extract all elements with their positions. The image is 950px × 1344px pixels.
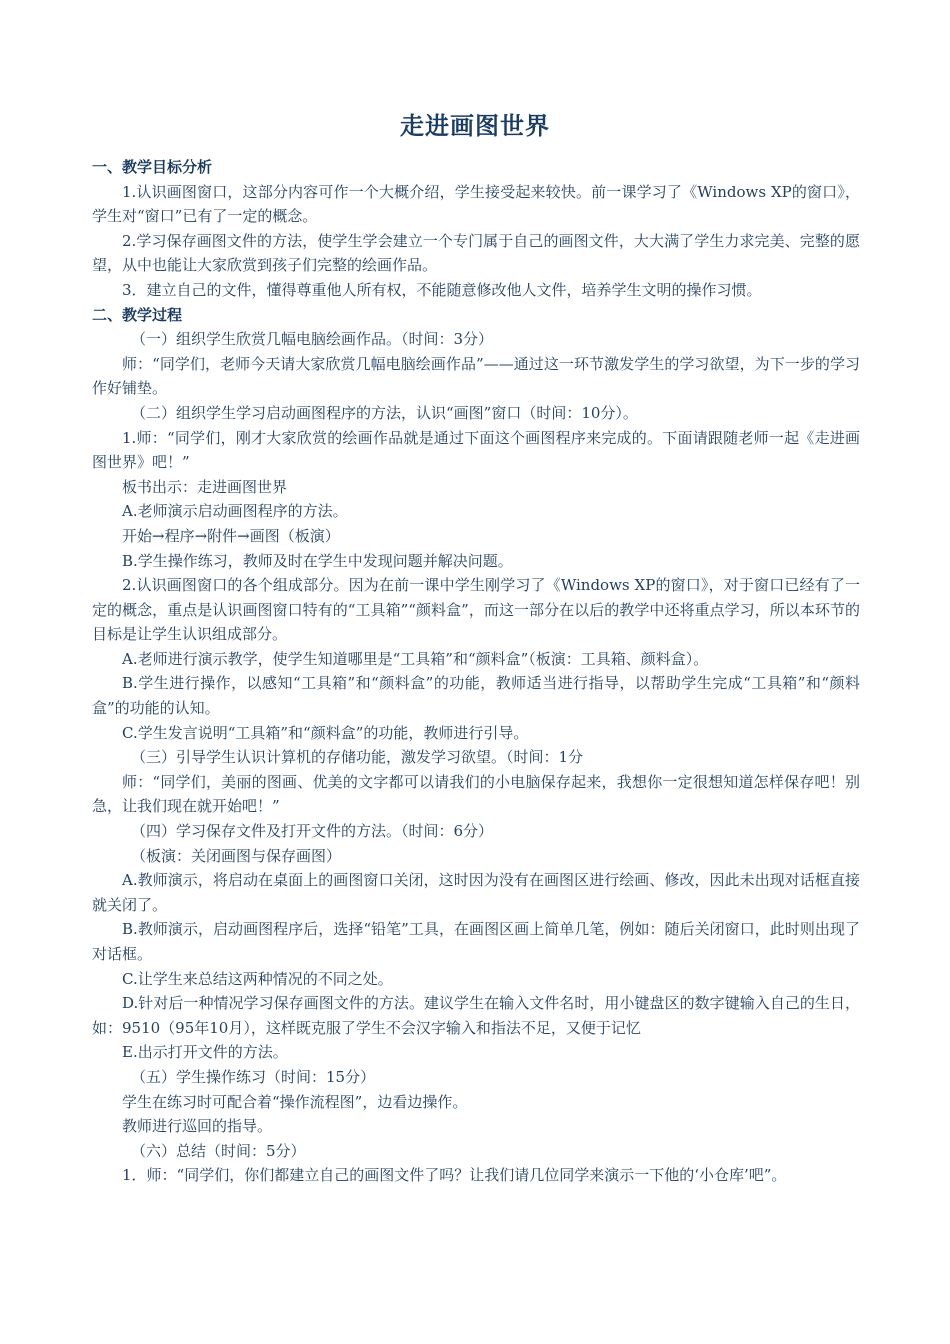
paragraph: （板演：关闭画图与保存画图） — [131, 846, 342, 865]
paragraph: 1．师：“同学们，你们都建立自己的画图文件了吗？让我们请几位同学来演示一下他的‘小仓库’吧”。 — [122, 1166, 787, 1185]
paragraph: （四）学习保存文件及打开文件的方法。（时间：6分） — [131, 822, 494, 841]
paragraph: C.让学生来总结这两种情况的不同之处。 — [122, 969, 393, 988]
paragraph: 师：“同学们，美丽的图画、优美的文字都可以请我们的小电脑保存起来，我想你一定很想知道怎样保存吧！别急，让我们现在就开始吧！” — [92, 772, 860, 816]
paragraph: （二）组织学生学习启动画图程序的方法，认识“画图”窗口（时间：10分）。 — [131, 403, 638, 422]
paragraph: 教师进行巡回的指导。 — [122, 1117, 273, 1136]
paragraph: 开始→程序→附件→画图（板演） — [122, 526, 340, 545]
section-heading: 二、教学过程 — [92, 305, 183, 324]
paragraph: B.学生操作练习，教师及时在学生中发现问题并解决问题。 — [122, 551, 513, 570]
paragraph: 1.认识画图窗口，这部分内容可作一个大概介绍，学生接受起来较快。前一课学习了《Windows XP的窗口》，学生对“窗口”已有了一定的概念。 — [92, 182, 860, 226]
document-body — [92, 155, 860, 1188]
paragraph: B.教师演示，启动画图程序后，选择“铅笔”工具，在画图区画上简单几笔，例如：随后关闭窗口，此时则出现了对话框。 — [92, 920, 860, 963]
document-title: 走进画图世界 — [400, 111, 550, 140]
paragraph: 2.学习保存画图文件的方法，使学生学会建立一个专门属于自己的画图文件，大大满了学生力求完美、完整的愿望，从中也能让大家欣赏到孩子们完整的绘画作品。 — [92, 231, 860, 275]
paragraph: 板书出示：走进画图世界 — [122, 477, 288, 496]
paragraph: 学生在练习时可配合着“操作流程图”，边看边操作。 — [122, 1092, 468, 1111]
paragraph: B.学生进行操作，以感知“工具箱”和“颜料盒”的功能，教师适当进行指导，以帮助学生完成“工具箱”和“颜料盒”的功能的认知。 — [92, 674, 860, 718]
paragraph: （三）引导学生认识计算机的存储功能，激发学习欲望。（时间：1分 — [131, 748, 584, 767]
paragraph: （六）总结（时间：5分） — [131, 1141, 306, 1160]
section-heading: 一、教学目标分析 — [92, 158, 213, 176]
paragraph: （五）学生操作练习（时间：15分） — [131, 1067, 376, 1086]
paragraph: 3．建立自己的文件，懂得尊重他人所有权，不能随意修改他人文件，培养学生文明的操作习惯。 — [122, 280, 762, 299]
paragraph: （一）组织学生欣赏几幅电脑绘画作品。（时间：3分） — [131, 330, 494, 349]
paragraph: C.学生发言说明“工具箱”和“颜料盒”的功能，教师进行引导。 — [122, 723, 529, 742]
paragraph: D.针对后一种情况学习保存画图文件的方法。建议学生在输入文件名时，用小键盘区的数字键输入自己的生日，如：9510（95年10月），这样既克服了学生不会汉字输入和指法不足，又便于记忆 — [92, 994, 860, 1037]
paragraph: A.老师进行演示教学，使学生知道哪里是“工具箱”和“颜料盒”（板演：工具箱、颜料盒）。 — [122, 649, 709, 668]
paragraph: 师：“同学们，老师今天请大家欣赏几幅电脑绘画作品”——通过这一环节激发学生的学习欲望，为下一步的学习作好铺垫。 — [92, 354, 860, 398]
paragraph: A.老师演示启动画图程序的方法。 — [122, 502, 348, 521]
paragraph: 2.认识画图窗口的各个组成部分。因为在前一课中学生刚学习了《Windows XP的窗口》，对于窗口已经有了一定的概念，重点是认识画图窗口特有的“工具箱”“颜料盒”，而这一部分在以后的教学中还将重点学习，所以本环节的目标是让学生认识组成部分。 — [92, 576, 860, 644]
paragraph: E.出示打开文件的方法。 — [122, 1043, 288, 1062]
paragraph: A.教师演示，将启动在桌面上的画图窗口关闭，这时因为没有在画图区进行绘画、修改，因此未出现对话框直接就关闭了。 — [92, 871, 860, 914]
paragraph: 1.师：“同学们，刚才大家欣赏的绘画作品就是通过下面这个画图程序来完成的。下面请跟随老师一起《走进画图世界》吧！” — [92, 428, 860, 472]
